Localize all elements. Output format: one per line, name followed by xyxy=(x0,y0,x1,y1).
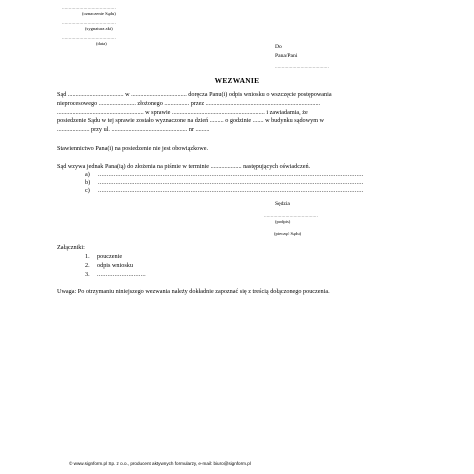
addressee-line: ........................................ xyxy=(275,64,329,69)
attachment-3-number: 3. xyxy=(85,271,90,278)
request-item-c-line: ........................................................................................................................................................ xyxy=(98,187,364,194)
document-title: WEZWANIE xyxy=(214,76,260,85)
date-line: ........................................ xyxy=(62,35,116,40)
attachment-3-text: ............................ xyxy=(97,271,146,278)
request-item-b-label: b) xyxy=(85,179,91,186)
presence-note: Stawiennictwo Pana(i) na posiedzenie nie jest obowiązkowe. xyxy=(57,145,209,152)
paragraph-line-4: posiedzenie Sądu w tej sprawie zostało wyznaczone na dzień ......... o godzinie ....... w budynku sądowym w xyxy=(57,117,325,124)
request-item-a-line: ........................................................................................................................................................ xyxy=(98,171,364,178)
judge-title: Sędzia xyxy=(275,201,290,207)
request-intro: Sąd wzywa jednak Pana(ią) do złożenia na piśmie w terminie .................... następujących oświadczeń. xyxy=(57,163,311,170)
addressee-to: Do xyxy=(275,44,282,50)
attachment-2-text: odpis wniosku xyxy=(97,262,133,269)
request-item-a-label: a) xyxy=(85,171,90,178)
paragraph-line-3: ........................................................ w sprawie ............................................................ i zawiadamia, że xyxy=(57,109,308,116)
paragraph-line-5: ..................... przy ul. ................................................. nr ......... xyxy=(57,126,210,133)
court-name-line: ........................................ xyxy=(62,5,116,10)
request-item-c-label: c) xyxy=(85,187,90,194)
date-label: (data) xyxy=(96,41,107,46)
attachment-1-number: 1. xyxy=(85,253,90,260)
attachment-1-text: pouczenie xyxy=(97,253,123,260)
note: Uwaga: Po otrzymaniu niniejszego wezwania należy dokładnie zapoznać się z treścią dołączonego pouczenia. xyxy=(57,288,330,295)
addressee-name: Pana/Pani xyxy=(275,53,298,59)
case-reference-line: ........................................ xyxy=(62,20,116,25)
paragraph-line-2: nieprocesowego ........................ złożonego ................ przez .......................................................................... xyxy=(57,100,321,107)
signature-label: (podpis) xyxy=(275,219,291,224)
attachments-heading: Załączniki: xyxy=(57,244,85,251)
footer-copyright: © www.signform.pl Sp. z o.o., producent aktywnych formularzy, e-mail: biuro@signform.pl xyxy=(69,461,251,466)
request-item-b-line: ........................................................................................................................................................ xyxy=(98,179,364,186)
signature-line: ........................................ xyxy=(264,213,318,218)
attachment-2-number: 2. xyxy=(85,262,90,269)
court-name-label: (oznaczenie Sądu) xyxy=(82,11,116,16)
paragraph-line-1: Sąd .................................... w .................................... doręcza Panu(i) odpis wniosku o wszczęcie postępowania xyxy=(57,91,332,98)
court-stamp-label: (pieczęć Sądu) xyxy=(274,231,302,236)
case-reference-label: (sygnatura akt) xyxy=(85,26,113,31)
